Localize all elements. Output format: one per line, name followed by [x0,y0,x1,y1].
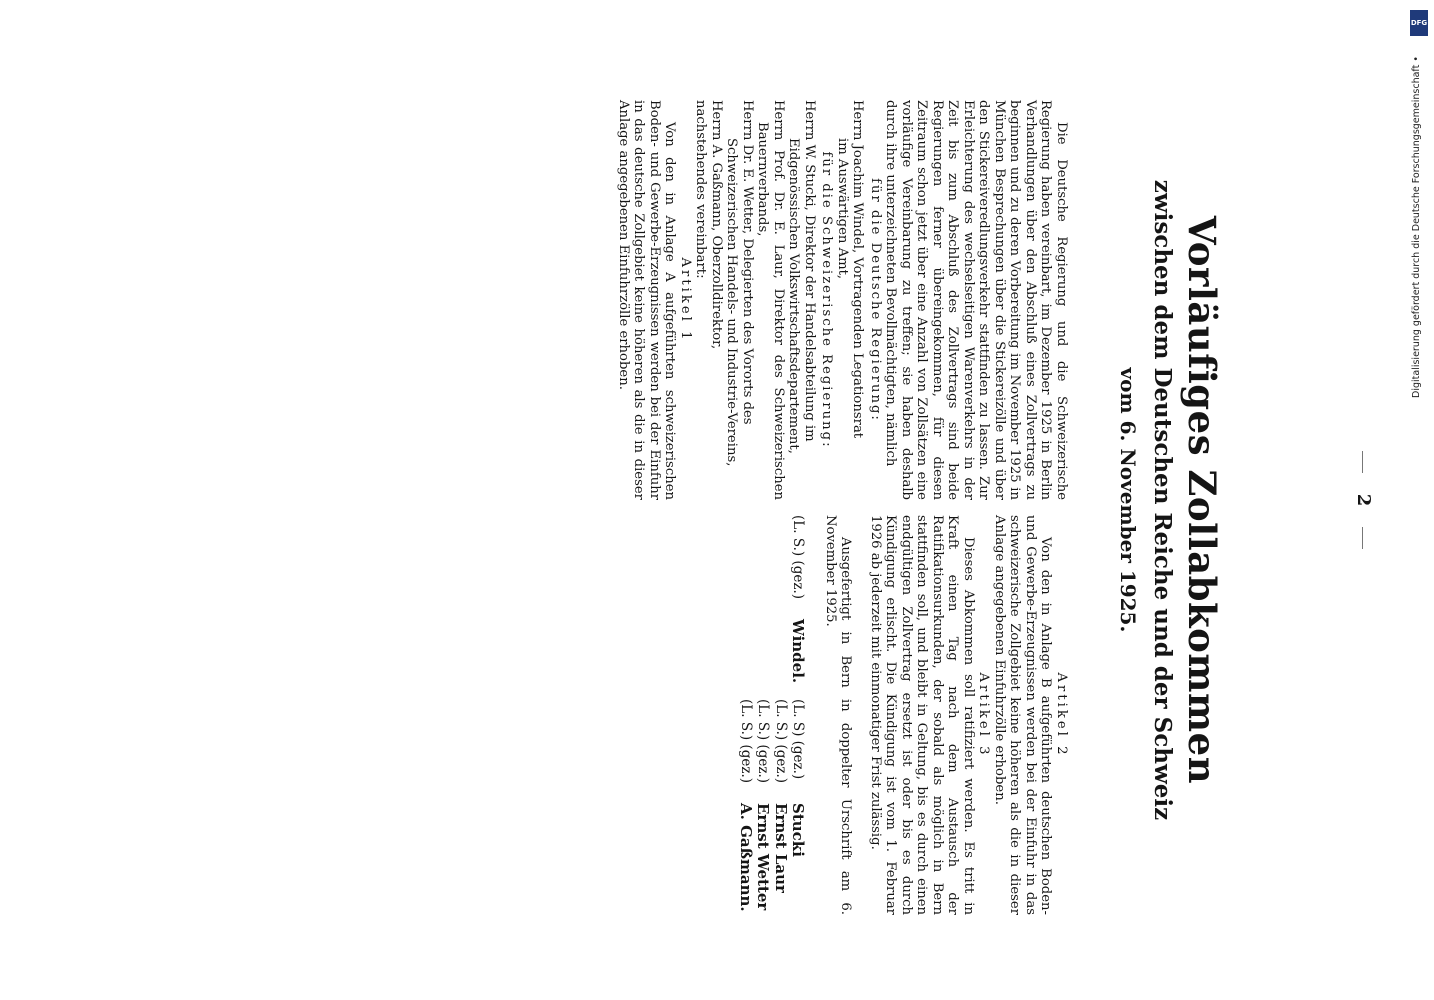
document-subtitle: zwischen dem Deutschen Reiche und der Schweiz [1149,179,1176,821]
signature-left-name [772,619,790,699]
swiss-delegate-line: Schweizerischen Handels- und Industrie-Vereins, [724,138,740,467]
signature-right-name: A. Gaßmann. [737,803,755,912]
signature-left-seal: (L. S.) (gez.) [790,515,807,599]
german-delegate-line: im Auswärtigen Amt, [835,138,850,280]
page-number-text: 2 [1353,493,1374,507]
german-government-heading: für die Deutsche Regierung: [868,178,883,422]
page-number-dash-left [1363,451,1364,473]
dfg-logo-icon: DFG [1410,10,1428,36]
signature-left-seal [754,515,772,619]
signature-left-name: Windel. [789,619,808,684]
signature-row [772,515,790,915]
article-1-text: Von den in Anlage A aufgeführten schweizerischen Boden- und Gewerbe-Erzeugnissen werden bei der Einfuhr in das deutsche Zollgebiet keine höheren als die in dieser Anlage angegebenen Einfuhrzölle erhoben. [616,100,678,500]
signature-right-seal: (L. S) (gez.) [790,699,807,780]
swiss-delegate-line: Herrn A. Gaßmann, Oberzolldirektor, [709,100,724,350]
signature-left-seal [772,515,790,619]
swiss-delegate-line: Herrn W. Stucki, Direktor der Handelsabteilung im [802,100,817,442]
article-3-text: Dieses Abkommen soll ratifiziert werden. Es tritt in Kraft einen Tag nach dem Austausch der Ratifikationsurkunden, der sobald als möglich in Bern stattfinden soll, und bleibt in Geltung, bis es durch einen endgültigen Zollvertrag ersetzt ist oder bis es durch Kündigung erlischt. Die Kündigung ist vom 1. Februar 1926 ab jederzeit mit einmonatiger Frist zulässig. [868,515,976,915]
signature-right-name: Stucki [789,803,808,857]
swiss-delegates-list [709,100,818,500]
article-2-heading: Artikel 2 [1054,672,1069,758]
swiss-delegate-line: Herrn Dr. E. Wetter, Delegierten des Vororts des [740,100,755,425]
signature-right-seal: (L. S.) (gez.) [755,699,772,783]
dfg-funding-text: Digitalisierung gefördert durch die Deutsche Forschungsgemeinschaft • [1411,56,1422,398]
article-2-text: Von den in Anlage B aufgeführten deutschen Boden- und Gewerbe-Erzeugnissen werden bei der Einfuhr in das schweizerische Zollgebiet keine höheren als die in dieser Anlage angegebenen Einfuhrzölle erhoben. [992,515,1054,915]
signature-row [789,515,807,915]
preamble-paragraph: Die Deutsche Regierung und die Schweizerische Regierung haben vereinbart, im Dezember 1925 in Berlin Verhandlungen über den Abschluß eines Zollvertrags zu beginnen und zu deren Vorbereitung im November 1925 in München Besprechungen über die Stickereizölle und über den Stickereiveredlungsverkehr stattfinden zu lassen. Zur Erleichterung des wechselseitigen Warenverkehrs in der Zeit bis zum Abschluß des Zollvertrags sind beide Regierungen ferner übereingekommen, für diesen Zeitraum schon jetzt über eine Anzahl von Zollsätzen eine vorläufige Vereinbarung zu treffen; sie haben deshalb durch ihre unterzeichneten Bevollmächtigten, nämlich [883,100,1069,500]
signature-right-name: Ernst Laur [772,803,790,893]
page-number [1353,0,1374,1000]
document-date: vom 6. November 1925. [1116,367,1140,633]
signature-row [737,515,755,915]
signature-table [737,515,807,915]
page-number-dash-right [1363,527,1364,549]
signature-right-seal: (L. S.) (gez.) [738,699,754,783]
german-delegates-list [835,100,866,500]
german-delegate-line: Herrn Joachim Windel, Vortragenden Legationsrat [850,100,866,439]
left-column [616,100,1070,500]
signature-right-seal: (L. S.) (gez.) [773,699,789,783]
dfg-funding-note [1408,10,1432,398]
signature-left-name [754,619,772,699]
agreed-line: nachstehendes vereinbart: [693,100,709,279]
article-3-heading: Artikel 3 [976,672,992,758]
signature-row [754,515,772,915]
swiss-delegate-line: Herrn Prof. Dr. E. Laur, Direktor des Schweizerischen Bauernverbands, [755,100,786,500]
closing-paragraph: Ausgefertigt in Bern in doppelter Urschrift am 6. November 1925. [823,515,854,915]
document-title: Vorläufiges Zollabkommen [1180,215,1224,785]
signature-left-name [737,619,755,699]
signature-left-seal [737,515,755,619]
signature-right-name: Ernst Wetter [754,803,773,911]
swiss-delegate-line: Eidgenössischen Volkswirtschaftsdepartement, [786,138,802,454]
swiss-government-heading: für die Schweizerische Regierung: [819,151,835,449]
article-1-heading: Artikel 1 [678,257,693,343]
right-column [737,515,1070,915]
